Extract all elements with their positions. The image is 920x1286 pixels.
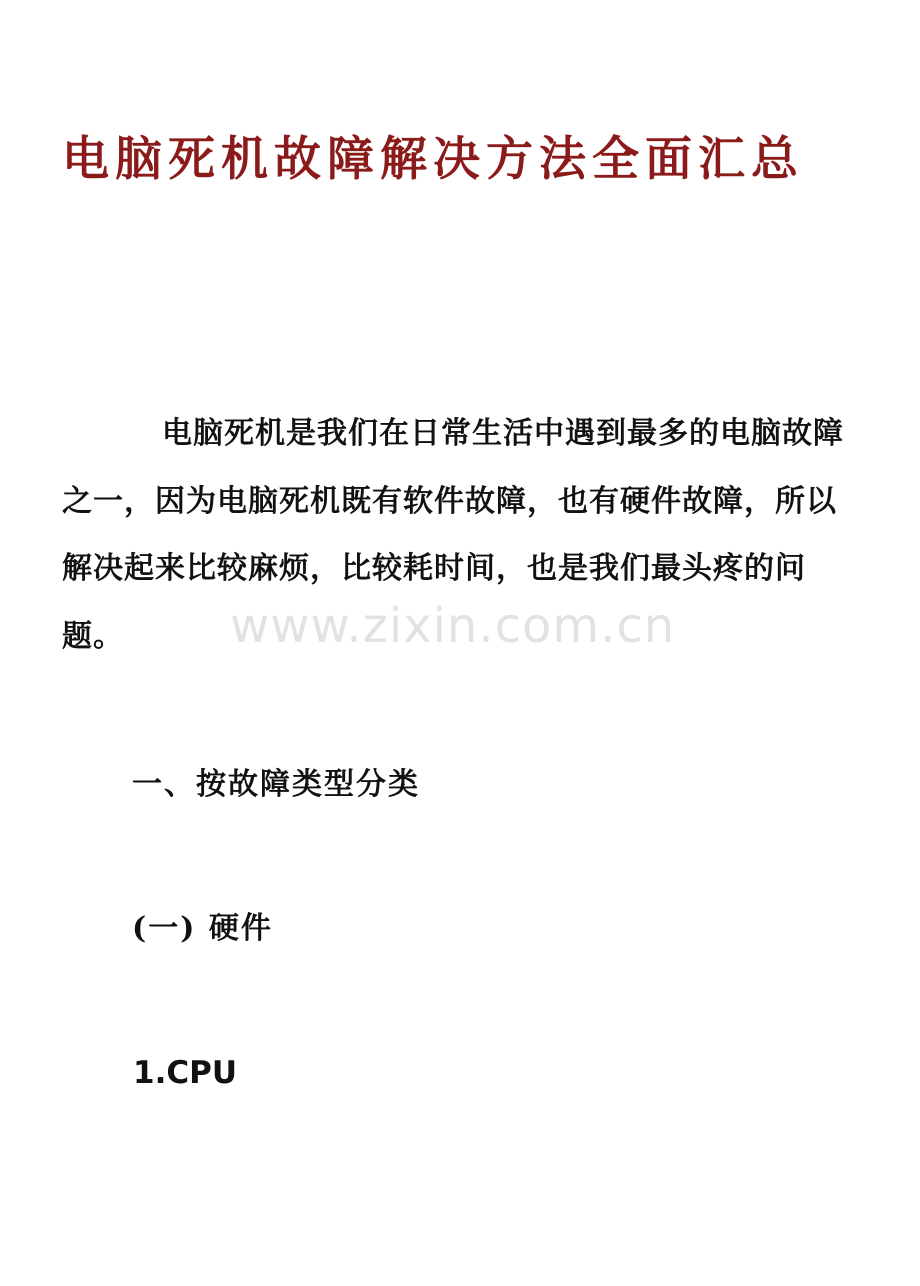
watermark: www.zixin.com.cn	[230, 598, 676, 654]
section-heading: 一、按故障类型分类	[132, 767, 420, 802]
item-heading: 1.CPU	[133, 1055, 237, 1091]
document-title: 电脑死机故障解决方法全面汇总	[62, 132, 804, 187]
sub-heading: (一) 硬件	[132, 911, 273, 946]
intro-paragraph: 电脑死机是我们在日常生活中遇到最多的电脑故障之一，因为电脑死机既有软件故障，也有硬件故障，所以解决起来比较麻烦，比较耗时间，也是我们最头疼的问题。	[62, 416, 844, 654]
